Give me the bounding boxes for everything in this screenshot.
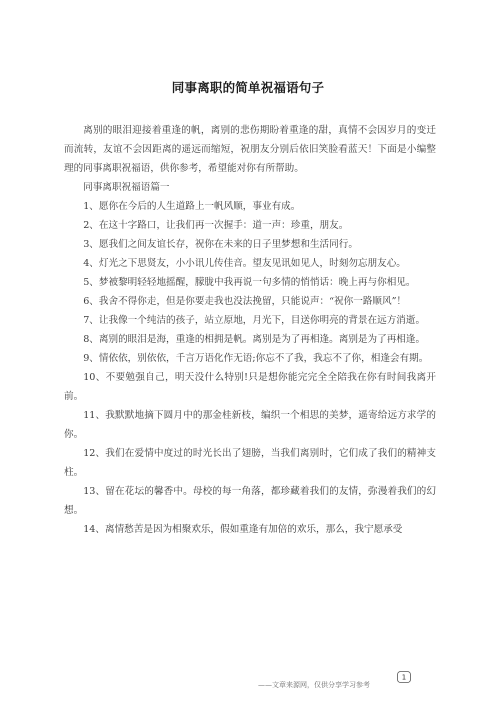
blessing-item-14: 14、离情愁苦是因为相聚欢乐，假如重逢有加倍的欢乐，那么，我宁愿承受 [83,524,403,535]
blessing-item-9: 9、情依依，别依依，千言万语化作无语;你忘不了我，我忘不了你，相逢会有期。 [83,353,429,364]
blessing-item-4: 4、灯光之下思贤友，小小讯儿传佳音。望友见讯如见人，时刻勿忘朋友心。 [83,258,406,269]
page-number: 1 [401,673,407,682]
blessing-item-8: 8、离别的眼泪是海，重逢的相拥是帆。离别是为了再相逢。离别是为了再相逢。 [83,334,426,345]
blessing-item-13: 13、留在花坛的馨香中。母校的每一角落，都珍藏着我们的友情，弥漫着我们的幻想。 [64,486,436,516]
blessing-item-7: 7、让我像一个纯洁的孩子，站立原地，月光下，目送你明亮的背景在远方消逝。 [83,315,426,326]
page-badge-icon [397,671,411,683]
blessing-item-3: 3、愿我们之间友谊长存，祝你在未来的日子里梦想和生活同行。 [83,239,358,250]
section-heading: 同事离职祝福语篇一 [83,182,170,193]
blessing-item-10: 10、不要勉强自己，明天没什么特别!只是想你能完完全全陪我在你有时间我离开前。 [64,372,436,402]
blessing-item-12: 12、我们在爱情中度过的时光长出了翅膀，当我们离别时，它们成了我们的精神支柱。 [64,448,436,478]
document-title: 同事离职的简单祝福语句子 [171,80,325,95]
blessing-item-6: 6、我舍不得你走，但是你要走我也没法挽留，只能说声：“祝你一路顺风”！ [83,296,407,307]
intro-paragraph: 离别的眼泪迎接着重逢的帆，离别的悲伤期盼着重逢的甜，真情不会因岁月的变迁而流转，友谊不会因距离的遥远而缩短，祝朋友分别后依旧笑脸看蓝天！下面是小编整理的同事离职祝福语，供你参考，希望能对你有所帮助。 [64,125,436,174]
footer-source-note: ——文章来源网，仅供分享学习参考 [258,681,370,689]
blessing-item-5: 5、梦被黎明轻轻地摇醒，朦胧中我再说一句多情的悄悄话：晚上再与你相见。 [83,277,416,288]
page-number-badge [397,671,411,683]
document-body [64,121,436,539]
blessing-item-1: 1、愿你在今后的人生道路上一帆风顺，事业有成。 [83,201,301,212]
blessing-item-2: 2、在这十字路口，让我们再一次握手：道一声：珍重，朋友。 [83,220,349,231]
blessing-item-11: 11、我默默地摘下圆月中的那金桂新枝，编织一个相思的美梦，遥寄给远方求学的你。 [64,410,436,440]
